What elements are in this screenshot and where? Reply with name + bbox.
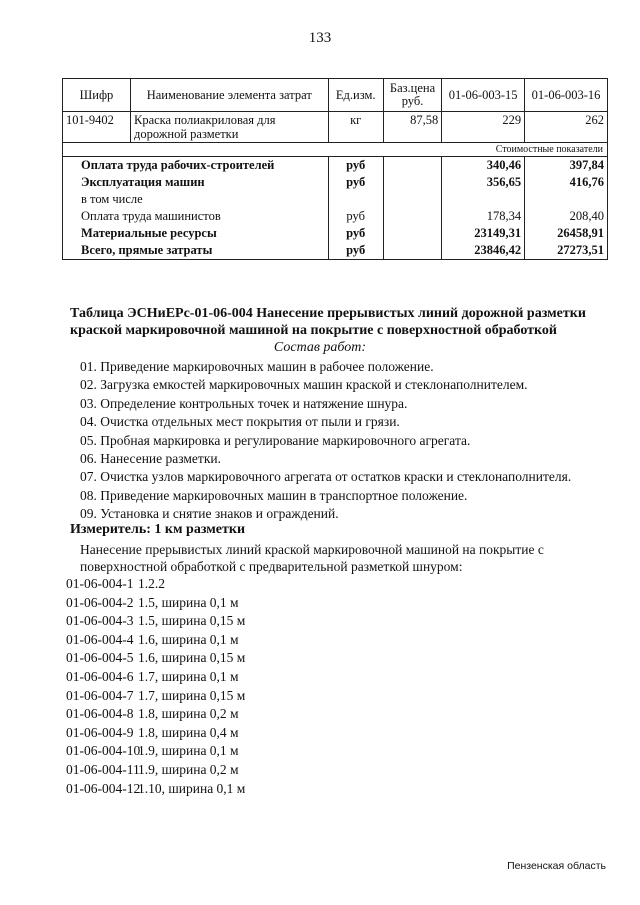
page-number: 133 [308, 30, 332, 46]
summary-value-16: 27273,51 [525, 242, 608, 260]
summary-row [63, 191, 608, 208]
code-text: 1.8, ширина 0,4 м [138, 724, 239, 740]
header-name: Наименование элемента затрат [130, 79, 328, 112]
code-row [66, 612, 245, 631]
summary-price [383, 174, 441, 191]
works-item: 08. Приведение маркировочных машин в транспортное положение. [80, 487, 468, 503]
codes-list [66, 575, 245, 798]
code-text: 1.6, ширина 0,1 м [138, 631, 239, 647]
summary-name: Материальные ресурсы [63, 225, 329, 242]
summary-value-16: 416,76 [525, 174, 608, 191]
works-item: 01. Приведение маркировочных машин в рабочее положение. [80, 359, 434, 374]
section-label-row [63, 143, 608, 157]
summary-name: в том числе [63, 191, 329, 208]
works-item: 09. Установка и снятие знаков и ограждений. [80, 506, 339, 522]
summary-price [383, 157, 441, 175]
summary-unit [328, 191, 383, 208]
works-item: 04. Очистка отдельных мест покрытия от пыли и грязи. [80, 414, 400, 430]
header-price: Баз.цена руб. [383, 79, 441, 112]
summary-unit: руб [328, 225, 383, 242]
summary-price [383, 242, 441, 260]
code-text: 1.8, ширина 0,2 м [138, 706, 239, 722]
code-row [66, 742, 245, 761]
code-row [66, 780, 245, 799]
summary-unit: руб [328, 157, 383, 175]
works-item: 03. Определение контрольных точек и натяжение шнура. [80, 395, 408, 411]
code-row [66, 687, 245, 706]
summary-value-15: 178,34 [442, 208, 525, 225]
code-row [66, 649, 245, 668]
code-id: 01-06-004-2 [66, 594, 134, 610]
code-id: 01-06-004-8 [66, 706, 134, 722]
header-col-15: 01-06-003-15 [442, 79, 525, 112]
code-text: 1.7, ширина 0,1 м [138, 668, 239, 684]
summary-body [63, 157, 608, 260]
header-col-16: 01-06-003-16 [525, 79, 608, 112]
code-row [66, 575, 245, 594]
footer-region: Пензенская область [507, 860, 606, 872]
code-id: 01-06-004-12 [66, 780, 141, 796]
summary-unit: руб [328, 174, 383, 191]
code-text: 1.7, ширина 0,15 м [138, 687, 246, 703]
material-name: Краска полиакриловая для дорожной разметки [130, 112, 328, 143]
code-row [66, 705, 245, 724]
header-code: Шифр [63, 79, 131, 112]
works-item: 02. Загрузка емкостей маркировочных машин краской и стеклонаполнителем. [80, 377, 528, 393]
code-row [66, 761, 245, 780]
summary-row [63, 225, 608, 242]
code-row [66, 668, 245, 687]
summary-value-15 [442, 191, 525, 208]
code-id: 01-06-004-3 [66, 613, 134, 629]
code-id: 01-06-004-5 [66, 650, 134, 666]
summary-row [63, 208, 608, 225]
code-text: 1.5, ширина 0,15 м [138, 613, 246, 629]
summary-price [383, 208, 441, 225]
summary-unit: руб [328, 242, 383, 260]
code-id: 01-06-004-9 [66, 724, 134, 740]
code-id: 01-06-004-6 [66, 668, 134, 684]
code-row [66, 594, 245, 613]
works-item: 05. Пробная маркировка и регулирование маркировочного агрегата. [80, 432, 471, 448]
summary-row [63, 174, 608, 191]
summary-name: Оплата труда рабочих-строителей [63, 157, 329, 175]
works-item: 06. Нанесение разметки. [80, 451, 221, 467]
material-row [63, 112, 608, 143]
summary-value-15: 23846,42 [442, 242, 525, 260]
code-id: 01-06-004-4 [66, 631, 134, 647]
summary-value-16: 26458,91 [525, 225, 608, 242]
works-heading: Состав работ: [273, 340, 367, 355]
summary-price [383, 225, 441, 242]
material-value-16: 262 [525, 112, 608, 143]
material-unit: кг [328, 112, 383, 143]
code-row [66, 631, 245, 650]
summary-value-16 [525, 191, 608, 208]
material-value-15: 229 [442, 112, 525, 143]
summary-value-15: 356,65 [442, 174, 525, 191]
works-item: 07. Очистка узлов маркировочного агрегата от остатков краски и стеклонаполнителя. [80, 469, 572, 485]
works-list [80, 358, 620, 524]
header-unit: Ед.изм. [328, 79, 383, 112]
code-id: 01-06-004-10 [66, 743, 141, 759]
summary-row [63, 242, 608, 260]
measure-unit: Измеритель: 1 км разметки [70, 522, 246, 537]
section-label: Стоимостные показатели [63, 143, 608, 157]
code-text: 1.5, ширина 0,1 м [138, 594, 239, 610]
cost-table [62, 78, 608, 260]
summary-name: Оплата труда машинистов [63, 208, 329, 225]
table-header-row [63, 79, 608, 112]
summary-unit: руб [328, 208, 383, 225]
summary-value-15: 23149,31 [442, 225, 525, 242]
code-text: 1.9, ширина 0,2 м [138, 761, 239, 777]
summary-value-16: 208,40 [525, 208, 608, 225]
codes-description: Нанесение прерывистых линий краской маркировочной машиной на покрытие с поверхностной обработкой с предварительной разметкой шнуром: [80, 542, 544, 574]
code-id: 01-06-004-11 [66, 761, 140, 777]
code-text: 1.10, ширина 0,1 м [138, 780, 246, 796]
code-id: 01-06-004-1 [66, 576, 134, 591]
code-id: 01-06-004-7 [66, 687, 134, 703]
code-row [66, 724, 245, 743]
code-text: 1.6, ширина 0,15 м [138, 650, 246, 666]
summary-row [63, 157, 608, 175]
summary-price [383, 191, 441, 208]
summary-name: Эксплуатация машин [63, 174, 329, 191]
summary-value-15: 340,46 [442, 157, 525, 175]
code-text: 1.9, ширина 0,1 м [138, 743, 239, 759]
summary-name: Всего, прямые затраты [63, 242, 329, 260]
summary-value-16: 397,84 [525, 157, 608, 175]
material-code: 101-9402 [63, 112, 131, 143]
code-text: 1.2.2 [138, 576, 165, 591]
section-title: Таблица ЭСНиЕРс-01-06-004 Нанесение прерывистых линий дорожной разметки краской маркировочной машиной на покрытие с поверхностной обработкой [70, 306, 586, 338]
material-price: 87,58 [383, 112, 441, 143]
